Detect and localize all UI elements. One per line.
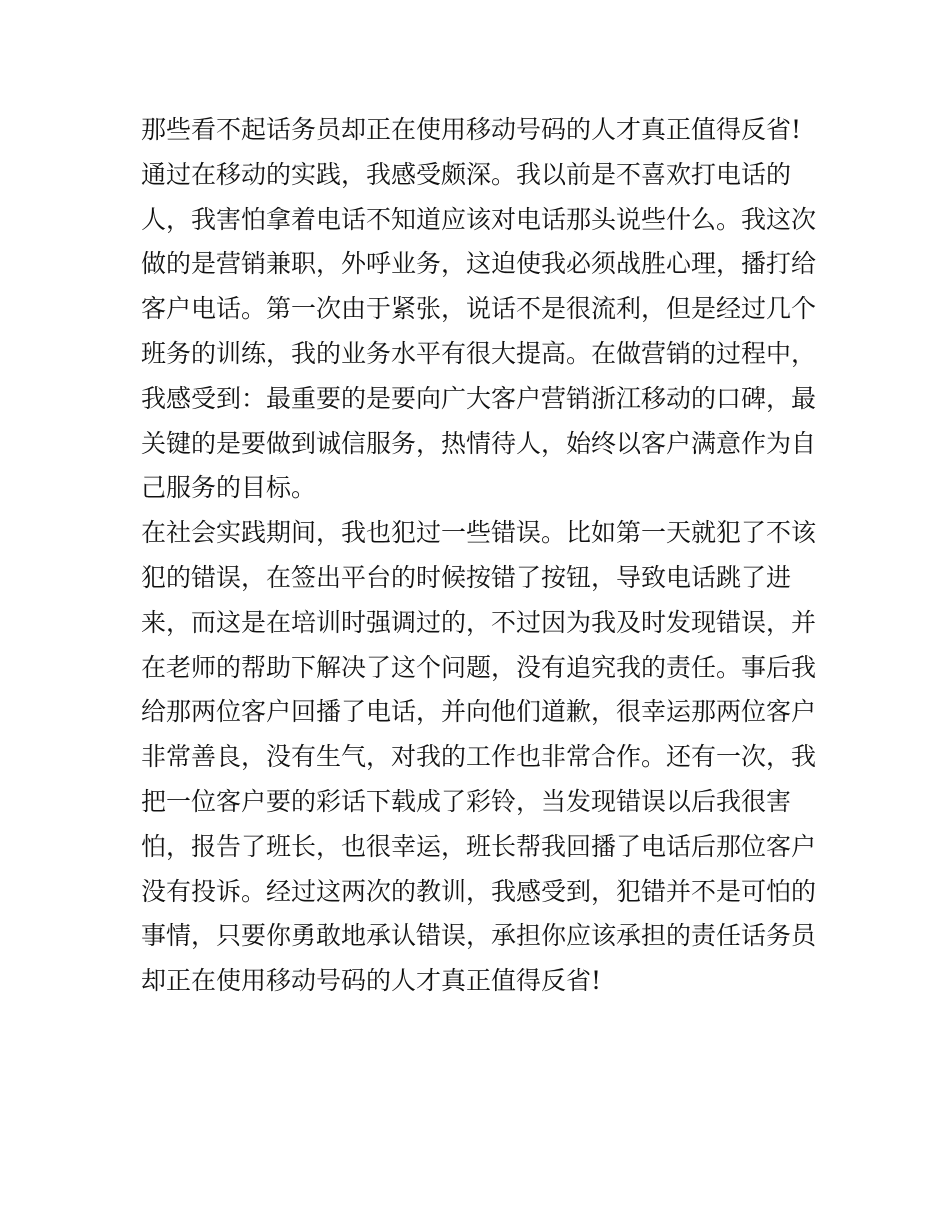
text-line: 没有投诉。经过这两次的教训，我感受到，犯错并不是可怕的 (141, 876, 817, 906)
text-line: 我感受到：最重要的是要向广大客户营销浙江移动的口碑，最 (141, 383, 817, 413)
text-line: 来，而这是在培训时强调过的，不过因为我及时发现错误，并 (141, 607, 817, 637)
text-line: 把一位客户要的彩话下载成了彩铃，当发现错误以后我很害 (141, 786, 792, 816)
text-line: 那些看不起话务员却正在使用移动号码的人才真正值得反省! (141, 115, 802, 144)
text-line: 己服务的目标。 (141, 473, 317, 503)
text-line: 怕，报告了班长，也很幸运，班长帮我回播了电话后那位客户 (141, 831, 817, 861)
text-line: 做的是营销兼职，外呼业务，这迫使我必须战胜心理，播打给 (141, 249, 817, 279)
text-line: 客户电话。第一次由于紧张，说话不是很流利，但是经过几个 (141, 294, 817, 324)
text-line: 通过在移动的实践，我感受颇深。我以前是不喜欢打电话的 (141, 159, 792, 189)
text-line: 在社会实践期间，我也犯过一些错误。比如第一天就犯了不该 (141, 518, 817, 548)
document-body (141, 108, 821, 1004)
text-line: 关键的是要做到诚信服务，热情待人，始终以客户满意作为自 (141, 428, 817, 458)
text-line: 非常善良，没有生气，对我的工作也非常合作。还有一次，我 (141, 742, 817, 772)
text-line: 人，我害怕拿着电话不知道应该对电话那头说些什么。我这次 (141, 204, 817, 234)
text-line: 给那两位客户回播了电话，并向他们道歉，很幸运那两位客户 (141, 697, 817, 727)
text-line: 犯的错误，在签出平台的时候按错了按钮，导致电话跳了进 (141, 562, 792, 592)
text-line: 班务的训练，我的业务水平有很大提高。在做营销的过程中， (141, 338, 817, 368)
text-line: 却正在使用移动号码的人才真正值得反省! (141, 966, 602, 996)
text-line: 事情，只要你勇敢地承认错误，承担你应该承担的责任话务员 (141, 921, 817, 951)
text-line: 在老师的帮助下解决了这个问题，没有追究我的责任。事后我 (141, 652, 817, 682)
